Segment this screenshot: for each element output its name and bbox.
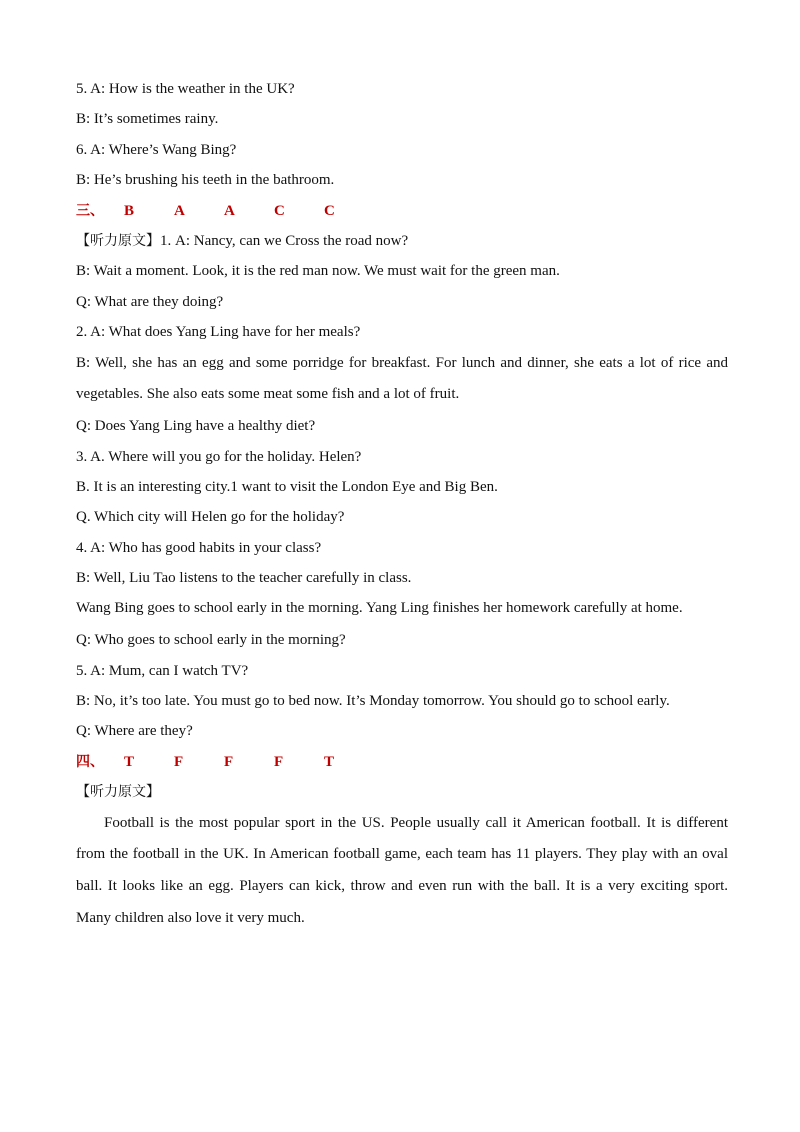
dialogue-line: B: Well, Liu Tao listens to the teacher carefully in class. <box>76 570 412 587</box>
answer-item: C <box>324 202 335 219</box>
answer-item: F <box>224 753 234 770</box>
transcript-paragraph: Football is the most popular sport in the US. People usually call it American football. It is different from the football in the UK. In American football game, each team has 11 players. They play with an oval ball. It looks like an egg. Players can kick, throw and even run with the ball. It is a very exciting sport. Many children also love it very much. <box>76 814 728 926</box>
document-page <box>76 74 728 935</box>
dialogue-line: Q: Does Yang Ling have a healthy diet? <box>76 418 316 435</box>
answer-item: C <box>274 202 285 219</box>
dialogue-line: 2. A: What does Yang Ling have for her meals? <box>76 324 361 341</box>
dialogue-paragraph: Wang Bing goes to school early in the morning. Yang Ling finishes her homework carefully at home. <box>76 600 683 617</box>
section-3-answer-key <box>76 196 728 226</box>
dialogue-line: B: It’s sometimes rainy. <box>76 111 219 128</box>
answer-item: T <box>124 753 135 770</box>
answer-item: B <box>124 202 135 219</box>
dialogue-line: Q: What are they doing? <box>76 293 224 310</box>
dialogue-text: 1. A: Nancy, can we Cross the road now? <box>160 232 409 249</box>
dialogue-line: 4. A: Who has good habits in your class? <box>76 539 322 556</box>
dialogue-line: 5. A: How is the weather in the UK? <box>76 81 295 97</box>
section-4-label: 四、 <box>76 753 104 770</box>
transcript-heading <box>76 777 728 807</box>
answer-item: F <box>174 753 184 770</box>
dialogue-line: Q: Who goes to school early in the morning? <box>76 632 346 649</box>
dialogue-line: B: No, it’s too late. You must go to bed now. It’s Monday tomorrow. You should go to school early. <box>76 693 670 710</box>
answer-item: T <box>324 753 335 770</box>
dialogue-line: B: Wait a moment. Look, it is the red man now. We must wait for the green man. <box>76 263 560 280</box>
transcript-tag: 【听力原文】 <box>76 232 160 249</box>
section-3-label: 三、 <box>76 202 104 219</box>
section-4-answer-key <box>76 747 728 777</box>
dialogue-line: B. It is an interesting city.1 want to visit the London Eye and Big Ben. <box>76 478 498 495</box>
dialogue-line: Q. Which city will Helen go for the holiday? <box>76 509 345 526</box>
dialogue-paragraph: B: Well, she has an egg and some porridge for breakfast. For lunch and dinner, she eats a lot of rice and vegetables. She also eats some meat some fish and a lot of fruit. <box>76 354 728 403</box>
dialogue-line: Q: Where are they? <box>76 723 193 740</box>
dialogue-line: B: He’s brushing his teeth in the bathroom. <box>76 172 335 189</box>
answer-item: A <box>224 202 235 219</box>
answer-item: F <box>274 753 284 770</box>
transcript-tag: 【听力原文】 <box>76 784 160 801</box>
dialogue-line: 5. A: Mum, can I watch TV? <box>76 662 249 679</box>
dialogue-line: 6. A: Where’s Wang Bing? <box>76 141 237 158</box>
transcript-first-line <box>76 226 728 256</box>
dialogue-line: 3. A. Where will you go for the holiday. Helen? <box>76 448 362 465</box>
answer-item: A <box>174 202 185 219</box>
